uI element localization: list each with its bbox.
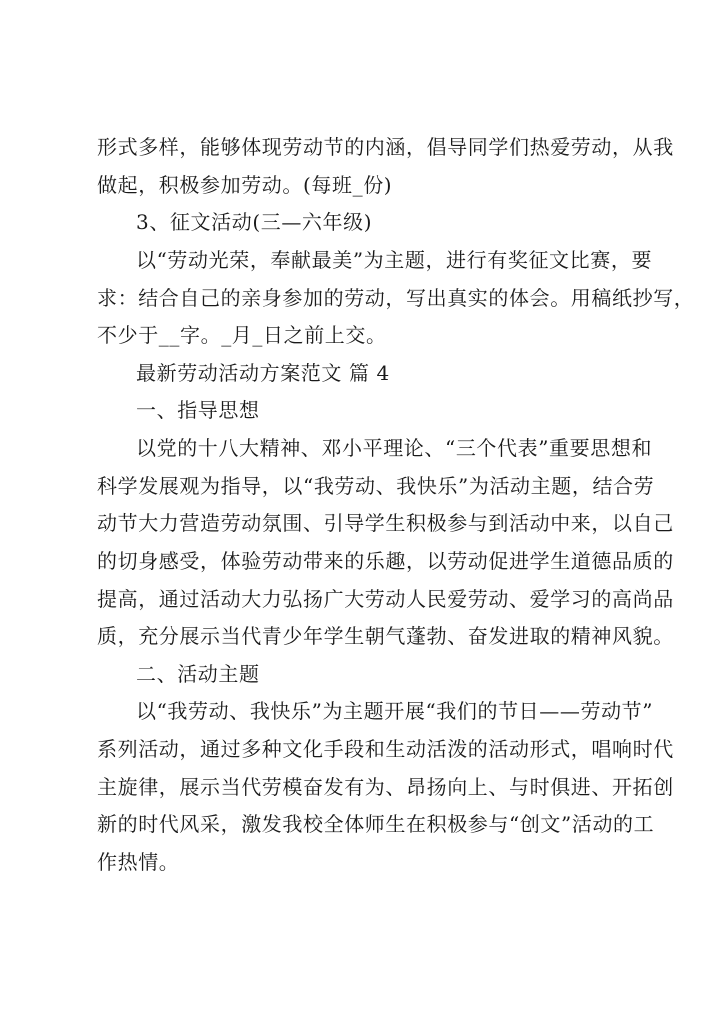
section-heading: 二、活动主题 [136, 662, 260, 686]
body-text-line: 做起，积极参加劳动。(每班_份) [97, 173, 393, 197]
body-text-line: 提高，通过活动大力弘扬广大劳动人民爱劳动、爱学习的高尚品 [97, 587, 674, 611]
body-text-line: 系列活动，通过多种文化手段和生动活泼的活动形式，唱响时代 [97, 737, 674, 761]
body-text-line: 动节大力营造劳动氛围、引导学生积极参与到活动中来，以自己 [97, 511, 674, 535]
body-text-line: 求：结合自己的亲身参加的劳动，写出真实的体会。用稿纸抄写， [97, 286, 695, 310]
body-text-line: 作热情。 [97, 850, 180, 874]
body-text-line: 科学发展观为指导，以“我劳动、我快乐”为活动主题，结合劳 [97, 474, 655, 498]
list-item-heading: 3、征文活动(三—六年级) [136, 210, 373, 234]
section-title: 最新劳动活动方案范文 篇 4 [136, 361, 390, 385]
body-text-line: 的切身感受，体验劳动带来的乐趣，以劳动促进学生道德品质的 [97, 549, 674, 573]
body-text-line: 主旋律，展示当代劳模奋发有为、昂扬向上、与时俱进、开拓创 [97, 775, 674, 799]
body-text-line: 形式多样，能够体现劳动节的内涵，倡导同学们热爱劳动，从我 [97, 135, 674, 159]
body-text-line: 以“我劳动、我快乐”为主题开展“我们的节日——劳动节” [136, 699, 654, 723]
body-text-line: 以党的十八大精神、邓小平理论、“三个代表”重要思想和 [136, 436, 653, 460]
body-text-line: 质，充分展示当代青少年学生朝气蓬勃、奋发进取的精神风貌。 [97, 624, 674, 648]
section-heading: 一、指导思想 [136, 398, 260, 422]
body-text-line: 新的时代风采，激发我校全体师生在积极参与“创文”活动的工 [97, 812, 655, 836]
body-text-line: 不少于__字。_月_日之前上交。 [97, 323, 387, 347]
body-text-line: 以“劳动光荣，奉献最美”为主题，进行有奖征文比赛，要 [136, 248, 653, 272]
